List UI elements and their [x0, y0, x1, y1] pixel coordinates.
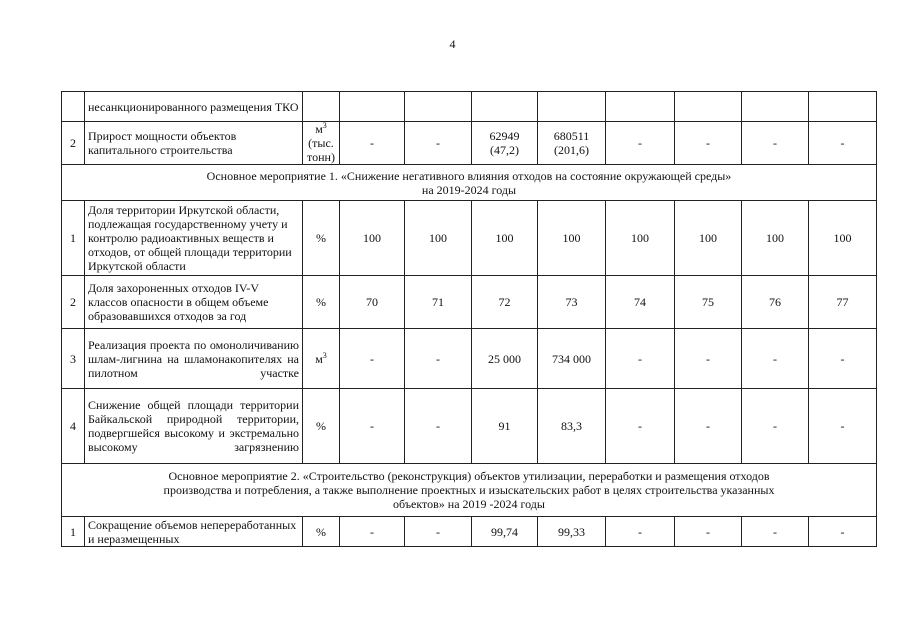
row-number: 2 [62, 276, 85, 329]
table-row [62, 201, 877, 276]
value-cell: - [675, 329, 742, 389]
value-cell: - [606, 122, 675, 165]
value-cell: 62949 (47,2) [472, 122, 538, 165]
value-cell [809, 92, 877, 122]
section-heading-2: Основное мероприятие 2. «Строительство (реконструкция) объектов утилизации, переработки и размещения отходов производства и потребления, а также выполнение проектных и изыскательских работ в целях строительства указанных объектов» на 2019 -2024 годы [62, 464, 877, 517]
value-cell: 100 [675, 201, 742, 276]
value-cell: 75 [675, 276, 742, 329]
indicator-name: Реализация проекта по омоноличиванию шлам-лигнина на шламонакопителях на пилотном участке [85, 329, 303, 389]
value-cell: - [606, 389, 675, 464]
row-number: 4 [62, 389, 85, 464]
value-cell: 99,33 [538, 517, 606, 547]
value-cell: 100 [340, 201, 405, 276]
value-cell: 100 [538, 201, 606, 276]
value-cell: - [809, 389, 877, 464]
value-cell: - [606, 329, 675, 389]
value-cell: - [405, 122, 472, 165]
value-cell: 25 000 [472, 329, 538, 389]
unit-cell [303, 329, 340, 389]
value-cell: 680511 (201,6) [538, 122, 606, 165]
page-number: 4 [449, 37, 456, 51]
section-heading-1: Основное мероприятие 1. «Снижение негативного влияния отходов на состояние окружающей среды» на 2019-2024 годы [62, 165, 877, 201]
indicator-name: несанкционированного размещения ТКО [85, 92, 303, 122]
value-cell [742, 92, 809, 122]
unit-superscript: 3 [322, 121, 327, 130]
value-cell: 100 [606, 201, 675, 276]
value-cell: 99,74 [472, 517, 538, 547]
value-cell [606, 92, 675, 122]
value-cell: - [809, 122, 877, 165]
indicators-table [61, 91, 877, 547]
value-cell: - [742, 329, 809, 389]
value-cell: 77 [809, 276, 877, 329]
row-number: 1 [62, 201, 85, 276]
unit-text: м [315, 351, 323, 366]
value-cell: - [405, 389, 472, 464]
value-cell [472, 92, 538, 122]
unit-cell [303, 92, 340, 122]
unit-note: (тыс. тонн) [307, 136, 335, 164]
row-number: 1 [62, 517, 85, 547]
table-row [62, 329, 877, 389]
row-number [62, 92, 85, 122]
unit-superscript: 3 [322, 350, 327, 360]
value-cell: 100 [405, 201, 472, 276]
indicator-name: Прирост мощности объектов капитального строительства [85, 122, 303, 165]
unit-cell: % [303, 389, 340, 464]
value-cell: 100 [809, 201, 877, 276]
value-cell: 72 [472, 276, 538, 329]
value-cell: - [340, 329, 405, 389]
value-cell [340, 92, 405, 122]
row-number: 3 [62, 329, 85, 389]
value-cell: - [340, 517, 405, 547]
value-cell: 91 [472, 389, 538, 464]
value-cell: - [742, 517, 809, 547]
table-row [62, 276, 877, 329]
section-header-row [62, 165, 877, 201]
unit-text: м [315, 122, 323, 136]
value-cell: 73 [538, 276, 606, 329]
table-row [62, 389, 877, 464]
unit-cell: % [303, 517, 340, 547]
value-cell: - [405, 517, 472, 547]
value-cell: 71 [405, 276, 472, 329]
value-cell: 76 [742, 276, 809, 329]
unit-cell: % [303, 276, 340, 329]
value-cell: 74 [606, 276, 675, 329]
table-row [62, 517, 877, 547]
value-cell: - [405, 329, 472, 389]
value-cell: 70 [340, 276, 405, 329]
value-cell: 100 [472, 201, 538, 276]
value-cell: - [675, 389, 742, 464]
value-cell: - [809, 517, 877, 547]
indicator-name: Снижение общей площади территории Байкальской природной территории, подвергшейся высокому и экстремально высокому загрязнению [85, 389, 303, 464]
value-cell: 83,3 [538, 389, 606, 464]
row-number: 2 [62, 122, 85, 165]
table-row [62, 92, 877, 122]
section-header-row [62, 464, 877, 517]
unit-cell: % [303, 201, 340, 276]
table-row [62, 122, 877, 165]
unit-cell [303, 122, 340, 165]
value-cell: - [340, 389, 405, 464]
value-cell: - [742, 389, 809, 464]
value-cell [675, 92, 742, 122]
indicator-name: Сокращение объемов непереработанных и неразмещенных [85, 517, 303, 547]
value-cell: - [742, 122, 809, 165]
value-cell [405, 92, 472, 122]
value-cell: - [340, 122, 405, 165]
value-cell: - [809, 329, 877, 389]
value-cell: 100 [742, 201, 809, 276]
indicator-name: Доля захороненных отходов IV-V классов опасности в общем объеме образовавшихся отходов за год [85, 276, 303, 329]
value-cell: 734 000 [538, 329, 606, 389]
value-cell: - [606, 517, 675, 547]
value-cell [538, 92, 606, 122]
value-cell: - [675, 517, 742, 547]
indicator-name: Доля территории Иркутской области, подлежащая государственному учету и контролю радиоактивных веществ и отходов, от общей площади территории Иркутской области [85, 201, 303, 276]
value-cell: - [675, 122, 742, 165]
